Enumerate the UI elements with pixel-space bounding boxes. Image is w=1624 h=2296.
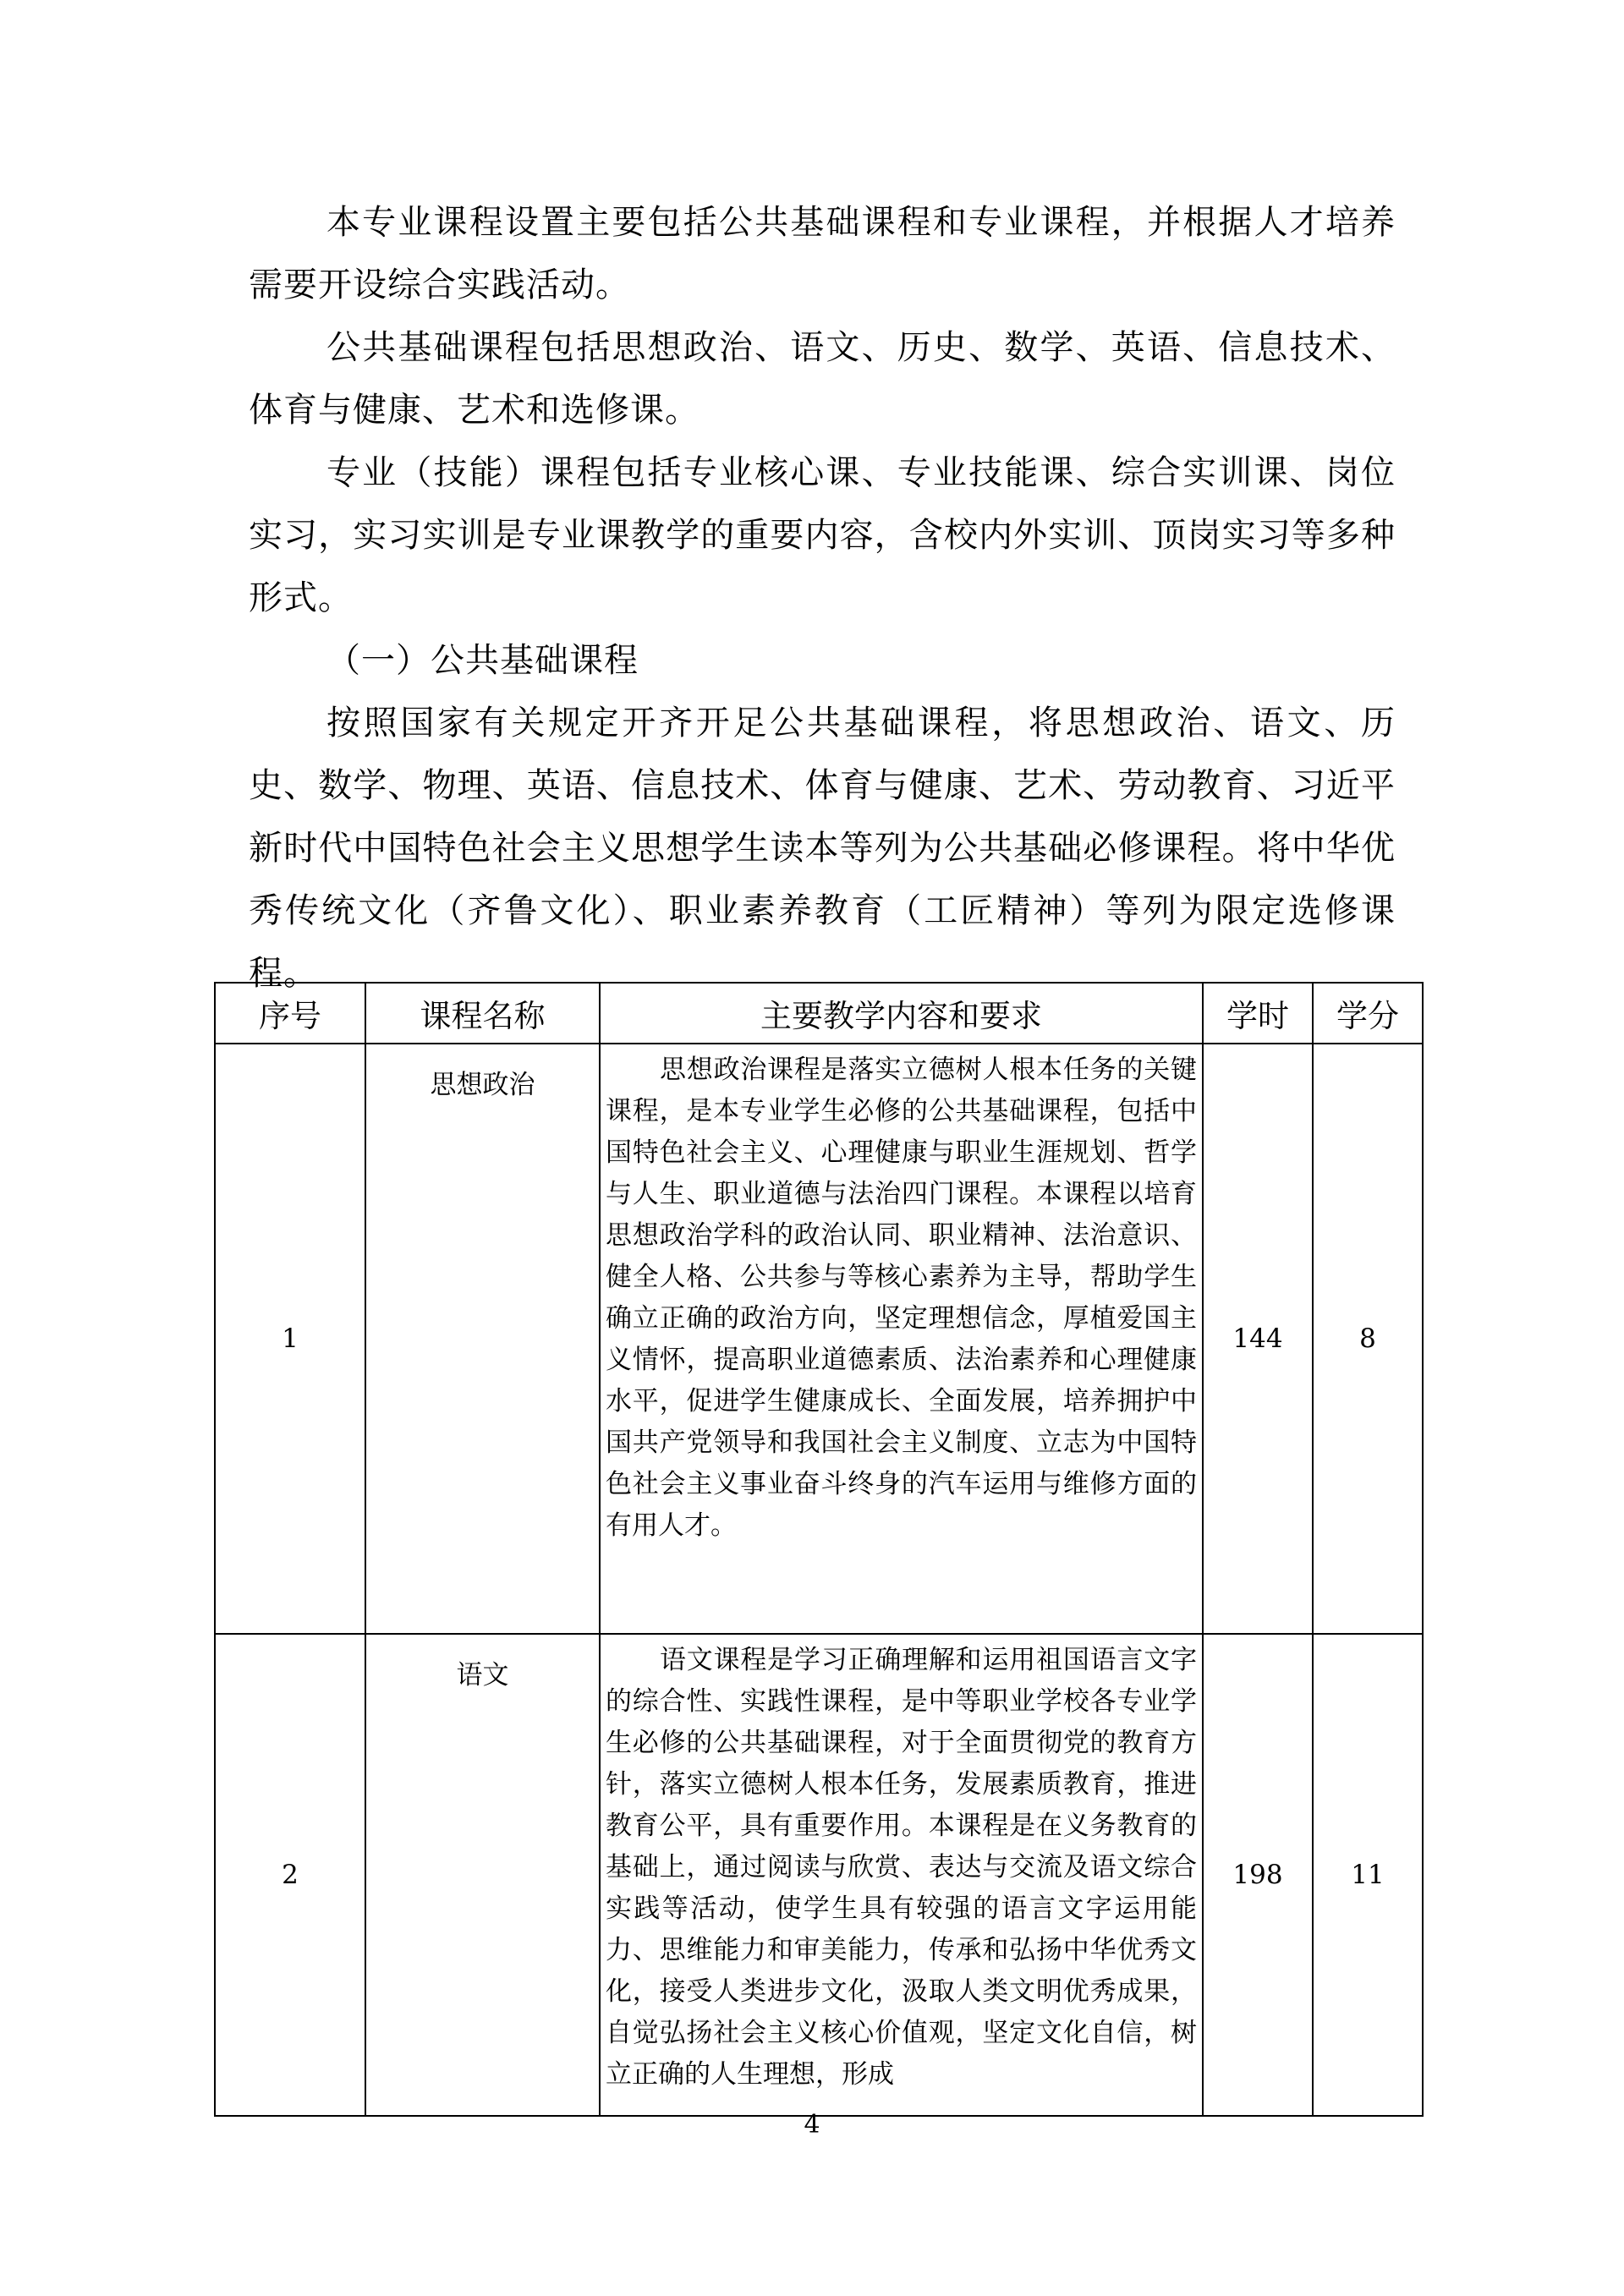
- row-course-name: 语文: [365, 1634, 600, 2116]
- intro-paragraph-2: 公共基础课程包括思想政治、语文、历史、数学、英语、信息技术、体育与健康、艺术和选修课。: [249, 328, 1396, 430]
- page-number: 4: [804, 2110, 820, 2140]
- table-row: [215, 1634, 1423, 2116]
- section-heading: （一）公共基础课程: [326, 641, 639, 680]
- row-content-text: 思想政治课程是落实立德树人根本任务的关键课程，是本专业学生必修的公共基础课程，包括中国特色社会主义、心理健康与职业生涯规划、哲学与人生、职业道德与法治四门课程。本课程以培育思想政治学科的政治认同、职业精神、法治意识、健全人格、公共参与等核心素养为主导，帮助学生确立正确的政治方向，坚定理想信念，厚植爱国主义情怀，提高职业道德素质、法治素养和心理健康水平，促进学生健康成长、全面发展，培养拥护中国共产党领导和我国社会主义制度、立志为中国特色社会主义事业奋斗终身的汽车运用与维修方面的有用人才。: [606, 1055, 1197, 1541]
- row-content-clip: [606, 1640, 1197, 2096]
- row-content: [600, 1634, 1203, 2116]
- table-header-row: [215, 983, 1423, 1044]
- row-index: 1: [215, 1044, 365, 1634]
- row-hours: 144: [1203, 1044, 1313, 1634]
- header-credits: 学分: [1313, 983, 1423, 1044]
- intro-paragraph-3: 专业（技能）课程包括专业核心课、专业技能课、综合实训课、岗位实习，实习实训是专业课教学的重要内容，含校内外实训、顶岗实习等多种形式。: [249, 453, 1396, 617]
- row-course-name: 思想政治: [365, 1044, 600, 1634]
- row-credits: 8: [1313, 1044, 1423, 1634]
- table-row: [215, 1044, 1423, 1634]
- row-hours: 198: [1203, 1634, 1313, 2116]
- header-index: 序号: [215, 983, 365, 1044]
- header-hours: 学时: [1203, 983, 1313, 1044]
- intro-paragraph-1: 本专业课程设置主要包括公共基础课程和专业课程，并根据人才培养需要开设综合实践活动。: [249, 203, 1396, 304]
- row-content: [600, 1044, 1203, 1634]
- course-table: [214, 982, 1424, 2117]
- section-paragraph: 按照国家有关规定开齐开足公共基础课程，将思想政治、语文、历史、数学、物理、英语、信息技术、体育与健康、艺术、劳动教育、习近平新时代中国特色社会主义思想学生读本等列为公共基础必修课程。将中华优秀传统文化（齐鲁文化）、职业素养教育（工匠精神）等列为限定选修课程。: [249, 704, 1396, 993]
- row-content-text: 语文课程是学习正确理解和运用祖国语言文字的综合性、实践性课程，是中等职业学校各专业学生必修的公共基础课程，对于全面贯彻党的教育方针，落实立德树人根本任务，发展素质教育，推进教育公平，具有重要作用。本课程是在义务教育的基础上，通过阅读与欣赏、表达与交流及语文综合实践等活动，使学生具有较强的语言文字运用能力、思维能力和审美能力，传承和弘扬中华优秀文化，接受人类进步文化，汲取人类文明优秀成果，自觉弘扬社会主义核心价值观，坚定文化自信，树立正确的人生理想，形成: [606, 1645, 1197, 2090]
- row-credits: 11: [1313, 1634, 1423, 2116]
- header-course-name: 课程名称: [365, 983, 600, 1044]
- row-index: 2: [215, 1634, 365, 2116]
- header-content: 主要教学内容和要求: [600, 983, 1203, 1044]
- document-body: [249, 191, 1396, 1005]
